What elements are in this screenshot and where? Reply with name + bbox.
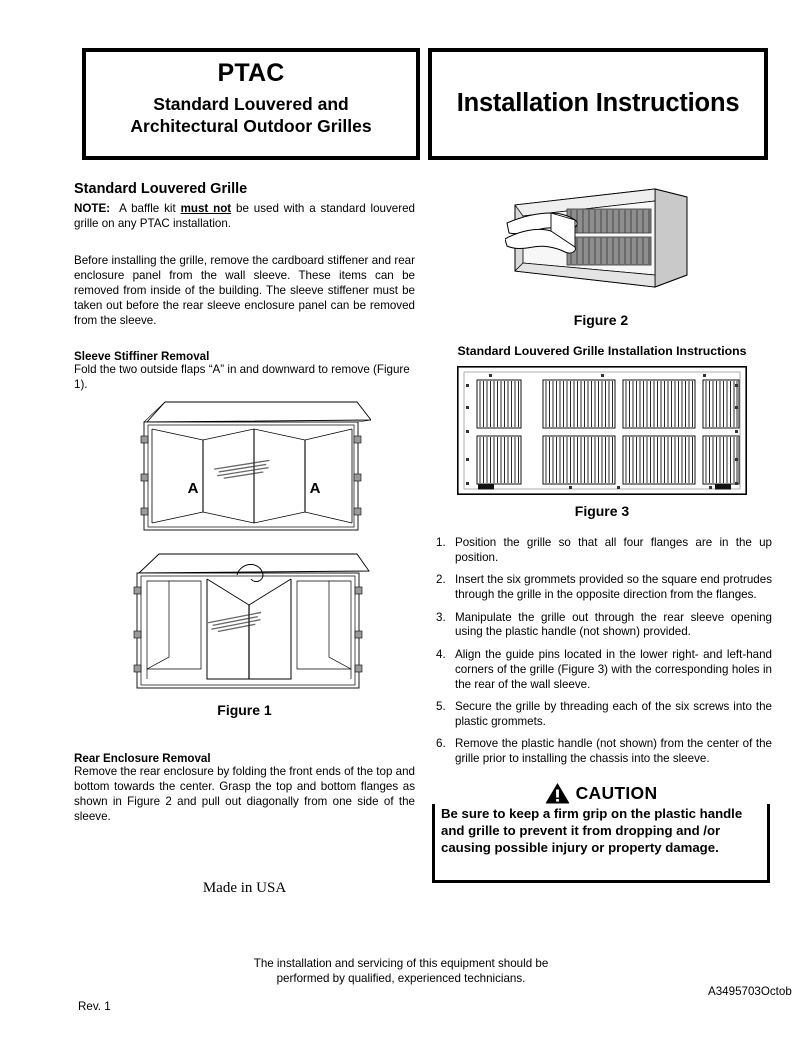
- step-number: 3.: [436, 610, 446, 624]
- installation-step: [436, 573, 772, 603]
- section-heading-sleeve-stiffener-removal: Sleeve Stiffiner Removal: [74, 350, 210, 363]
- page-title-ptac: PTAC: [217, 59, 285, 87]
- note-text-before: A baffle kit: [119, 202, 176, 215]
- figure2-rear-enclosure-removal-diagram: [505, 183, 697, 298]
- document-type-title: Installation Instructions: [456, 89, 740, 118]
- step-number: 5.: [436, 700, 446, 714]
- header-document-type-box: [428, 48, 768, 160]
- made-in-usa-text: Made in USA: [202, 880, 287, 896]
- warning-triangle-icon: [545, 782, 570, 804]
- caution-header: [432, 782, 770, 804]
- footer-part-number: A3495703Octob: [708, 985, 792, 998]
- caution-text: Be sure to keep a firm grip on the plastic handle and grille to prevent it from dropping and /or causing possible injury or property damage.: [441, 806, 743, 855]
- step-text: Align the guide pins located in the lower right- and left-hand corners of the grille (Figure 3) with the corresponding holes in the rear of the wall sleeve.: [455, 647, 772, 691]
- figure2-caption: Figure 2: [573, 312, 629, 328]
- footer-qualification-note: [131, 956, 671, 986]
- step-text: Manipulate the grille out through the rear sleeve opening using the plastic handle (not shown) provided.: [455, 610, 772, 639]
- note-emphasis-must-not: must not: [180, 202, 232, 215]
- installation-step: [436, 611, 772, 641]
- step-text: Position the grille so that all four flanges are in the up position.: [455, 536, 772, 564]
- footer-note-line1: The installation and servicing of this equipment should be: [253, 957, 549, 970]
- step-number: 4.: [436, 647, 446, 661]
- note-block: [74, 202, 415, 232]
- figure1-caption: Figure 1: [217, 702, 272, 718]
- step-number: 1.: [436, 536, 446, 549]
- paragraph-rear-enclosure: Remove the rear enclosure by folding the front ends of the top and bottom towards the center. Grasp the top and bottom flanges as shown in Figure 2 and pull out diagonally from one side of the sleeve.: [74, 765, 415, 823]
- installation-step: [436, 737, 772, 767]
- figure1-flap-label-left-a: A: [187, 480, 199, 497]
- header-title-box: [82, 48, 420, 160]
- page-subtitle-line1: Standard Louvered and: [153, 94, 349, 114]
- section-heading-rear-enclosure-removal: Rear Enclosure Removal: [74, 752, 211, 765]
- figure3-caption: Figure 3: [574, 503, 630, 519]
- figure3-louvered-grille-diagram: [457, 366, 747, 495]
- step-number: 2.: [436, 573, 446, 587]
- step-number: 6.: [436, 737, 446, 751]
- installation-steps-list: [436, 536, 772, 775]
- figure3-section-heading: Standard Louvered Grille Installation Instructions: [457, 344, 747, 358]
- step-text: Secure the grille by threading each of the six screws into the plastic grommets.: [455, 700, 772, 728]
- paragraph-sleeve-stiffener: Fold the two outside flaps “A” in and downward to remove (Figure 1).: [74, 363, 410, 391]
- footer-revision: Rev. 1: [78, 1000, 111, 1013]
- section-heading-standard-louvered-grille: Standard Louvered Grille: [74, 181, 248, 197]
- installation-step: [436, 700, 772, 730]
- figure1-flaps-folded-diagram: [129, 551, 375, 695]
- installation-step: [436, 648, 772, 693]
- caution-label: CAUTION: [575, 782, 658, 803]
- figure1-sleeve-stiffener-diagram: [133, 398, 371, 536]
- installation-step: [436, 536, 772, 566]
- figure1-flap-label-right-a: A: [309, 480, 321, 497]
- paragraph-before-installing: Before installing the grille, remove the cardboard stiffener and rear enclosure panel from the wall sleeve. These items can be removed from inside of the building. The sleeve stiffener must be taken out before the rear sleeve enclosure panel can be removed from the sleeve.: [74, 254, 415, 327]
- note-text-after: be used with a standard louvered grille on any PTAC installation.: [74, 202, 415, 230]
- step-text: Remove the plastic handle (not shown) from the center of the grille prior to installing the chassis into the sleeve.: [455, 737, 772, 766]
- step-text: Insert the six grommets provided so the square end protrudes through the grille in the opposite direction from the flanges.: [455, 573, 772, 602]
- page-subtitle-line2: Architectural Outdoor Grilles: [130, 116, 372, 137]
- note-label: NOTE:: [74, 202, 111, 215]
- footer-note-line2: performed by qualified, experienced technicians.: [276, 972, 526, 986]
